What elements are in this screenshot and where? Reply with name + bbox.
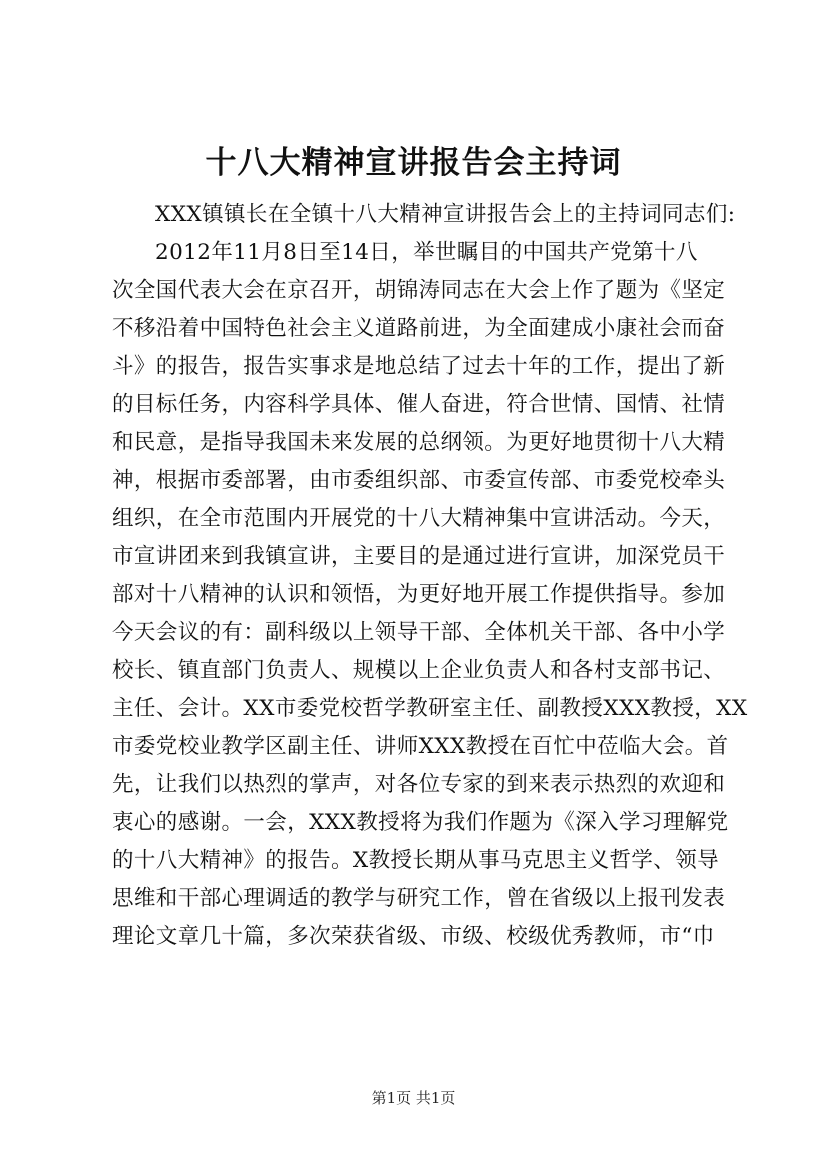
- text-line: 斗》的报告，报告实事求是地总结了过去十年的工作，提出了新: [112, 354, 726, 379]
- text-line: 组织，在全市范围内开展党的十八大精神集中宣讲活动。今天，: [112, 506, 726, 531]
- text-line: 的十八大精神》的报告。X教授长期从事马克思主义哲学、领导: [112, 848, 720, 873]
- text-line: 校长、镇直部门负责人、规模以上企业负责人和各村支部书记、: [112, 658, 726, 683]
- text-line: 主任、会计。XX市委党校哲学教研室主任、副教授XXX教授，XX: [112, 696, 748, 721]
- text-line: 不移沿着中国特色社会主义道路前进，为全面建成小康社会而奋: [112, 316, 726, 341]
- text-line: 神，根据市委部署，由市委组织部、市委宣传部、市委党校牵头: [112, 468, 726, 493]
- text-line: 次全国代表大会在京召开，胡锦涛同志在大会上作了题为《坚定: [112, 278, 726, 303]
- document-title: 十八大精神宣讲报告会主持词: [205, 145, 622, 181]
- text-line: 部对十八精神的认识和领悟，为更好地开展工作提供指导。参加: [112, 582, 726, 607]
- text-line: 理论文章几十篇，多次荣获省级、市级、校级优秀教师，市“巾: [112, 924, 715, 949]
- text-line: 今天会议的有：副科级以上领导干部、全体机关干部、各中小学: [112, 620, 726, 645]
- text-line: 和民意，是指导我国未来发展的总纲领。为更好地贯彻十八大精: [112, 430, 726, 455]
- text-line: XXX镇镇长在全镇十八大精神宣讲报告会上的主持词同志们:: [155, 202, 736, 227]
- text-line: 思维和干部心理调适的教学与研究工作，曾在省级以上报刊发表: [112, 886, 726, 911]
- text-line: 2012年11月8日至14日，举世瞩目的中国共产党第十八: [155, 240, 698, 265]
- text-line: 衷心的感谢。一会，XXX教授将为我们作题为《深入学习理解党: [112, 810, 729, 835]
- text-line: 市宣讲团来到我镇宣讲，主要目的是通过进行宣讲，加深党员干: [112, 544, 726, 569]
- text-line: 的目标任务，内容科学具体、催人奋进，符合世情、国情、社情: [112, 392, 726, 417]
- page-number-footer: 第1页 共1页: [371, 1089, 456, 1107]
- text-line: 市委党校业教学区副主任、讲师XXX教授在百忙中莅临大会。首: [112, 734, 729, 759]
- document-body: [112, 196, 748, 956]
- text-line: 先，让我们以热烈的掌声，对各位专家的到来表示热烈的欢迎和: [112, 772, 726, 797]
